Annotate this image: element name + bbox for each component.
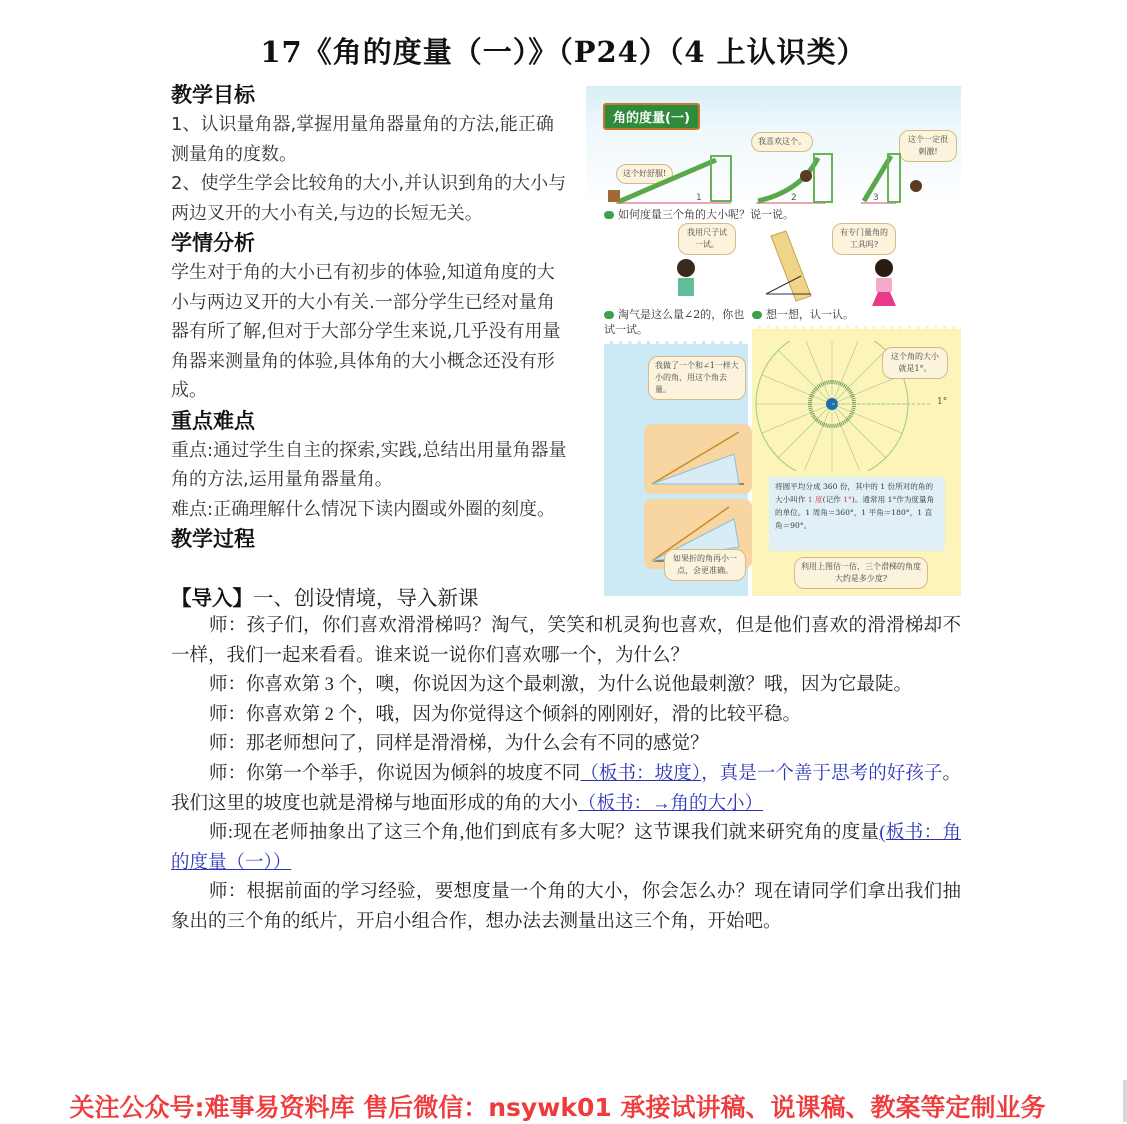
intro-bracket: 【导入】 bbox=[171, 586, 253, 610]
textbook-title: 角的度量(一) bbox=[603, 103, 700, 130]
intro-heading bbox=[171, 583, 479, 613]
green-bullet-icon bbox=[604, 311, 614, 319]
textbook-illustration bbox=[586, 86, 961, 596]
boy-figure-icon bbox=[666, 258, 706, 303]
question-3 bbox=[752, 307, 854, 322]
slide-label-1: 1 bbox=[696, 193, 702, 203]
bubble-made-angle: 我做了一个和∠1一样大小的角，用这个角去量。 bbox=[648, 356, 746, 400]
left-column bbox=[171, 80, 571, 554]
difficulty-text: 难点:正确理解什么情况下读内圈或外圈的刻度。 bbox=[171, 498, 556, 520]
goal-item-1: 1、认识量角器,掌握用量角器量角的方法,能正确测量角的度数。 bbox=[171, 114, 554, 165]
slides-drawing bbox=[586, 146, 961, 206]
bubble-fold-smaller: 如果折的角再小一点，会更准确。 bbox=[664, 549, 746, 581]
fold-angle-panel bbox=[604, 341, 748, 596]
process-paragraph: 师：孩子们，你们喜欢滑滑梯吗？淘气，笑笑和机灵狗也喜欢，但是他们喜欢的滑滑梯却不一样，我们一起来看看。谁来说一说你们喜欢哪一个，为什么？ bbox=[171, 616, 961, 666]
document-title: 17《角的度量（一）》（P24）（4 上认识类） bbox=[260, 35, 867, 69]
green-bullet-icon bbox=[752, 311, 762, 319]
question-text: 如何度量三个角的大小呢？说一说。 bbox=[618, 208, 794, 221]
board-note-slope: （板书：坡度） bbox=[580, 763, 702, 784]
paragraph-text: 师：你第一个举手，你说因为倾斜的坡度不同 bbox=[209, 763, 581, 784]
board-note-title: (板书：角的度量（一）） bbox=[171, 823, 961, 873]
degree-definition-note bbox=[769, 477, 945, 551]
girl-figure-icon bbox=[864, 258, 904, 308]
bubble-estimate: 利用上图估一估，三个滑梯的角度大约是多少度? bbox=[794, 557, 928, 589]
page-edge-divider bbox=[1123, 1080, 1127, 1122]
process-paragraph: 师：那老师想问了，同样是滑滑梯，为什么会有不同的感觉？ bbox=[209, 734, 709, 755]
process-heading: 教学过程 bbox=[171, 527, 255, 551]
process-paragraph bbox=[171, 819, 961, 878]
question-1 bbox=[604, 207, 794, 222]
ruler-icon bbox=[756, 226, 836, 306]
bubble-exciting: 这个一定很刺激! bbox=[899, 130, 957, 162]
note-text: )。通常用 1°作为度量角的单位。1 周角＝360°，1 平角＝180°，1 直角＝90°。 bbox=[775, 495, 935, 530]
analysis-heading: 学情分析 bbox=[171, 231, 255, 255]
note-text: 将圆平均分成 360 份，其中的 1 份所对的角的大小叫作 bbox=[775, 482, 934, 504]
board-note-angle-size: （板书：→角的大小） bbox=[578, 793, 764, 814]
key-points-heading: 重点难点 bbox=[171, 408, 255, 433]
process-paragraph: 师：根据前面的学习经验，要想度量一个角的大小，你会怎么办？现在请同学们拿出我们抽象出的三个角的纸片，开启小组合作，想办法去测量出这三个角，开始吧。 bbox=[171, 882, 961, 932]
question-text: 想一想，认一认。 bbox=[766, 308, 854, 321]
note-text: (记作 bbox=[822, 495, 844, 504]
analysis-text: 学生对于角的大小已有初步的体验,知道角度的大小与两边叉开的大小有关.一部分学生已经对量角器有所了解,但对于大部分学生来说,几乎没有用量角器来测量角的体验,具体角的大小概念还没有形成。 bbox=[171, 262, 561, 401]
bubble-like-this: 我喜欢这个。 bbox=[751, 132, 813, 152]
degree-circle-panel bbox=[752, 326, 961, 596]
question-2 bbox=[604, 307, 754, 337]
bubble-comfortable: 这个好舒服! bbox=[616, 164, 673, 184]
paragraph-text: 师:现在老师抽象出了这三个角,他们到底有多大呢？这节课我们就来研究角的度量 bbox=[209, 823, 880, 844]
note-highlight: 1 度 bbox=[807, 495, 823, 504]
process-paragraph: 师：你喜欢第 2 个，哦，因为你觉得这个倾斜的刚刚好，滑的比较平稳。 bbox=[209, 704, 802, 725]
promo-footer: 关注公众号:难事易资料库 售后微信：nsywk01 承接试讲稿、说课稿、教案等定制业务 bbox=[69, 1093, 1046, 1122]
note-highlight: 1° bbox=[843, 495, 852, 504]
slide-label-3: 3 bbox=[873, 193, 879, 203]
process-body bbox=[171, 612, 961, 938]
process-paragraph bbox=[171, 760, 961, 819]
slide-label-2: 2 bbox=[791, 193, 797, 203]
goals-heading: 教学目标 bbox=[171, 83, 255, 107]
question-text: 淘气是这么量∠2的，你也试一试。 bbox=[604, 308, 745, 336]
fold-angle-box-1 bbox=[644, 424, 752, 494]
key-point-text: 重点:通过学生自主的探索,实践,总结出用量角器量角的方法,运用量角器量角。 bbox=[171, 439, 567, 490]
goal-item-2: 2、使学生学会比较角的大小,并认识到角的大小与两边叉开的大小有关,与边的长短无关。 bbox=[171, 173, 567, 224]
process-paragraph: 师：你喜欢第 3 个，噢，你说因为这个最刺激，为什么说他最刺激？哦，因为它最陡。 bbox=[209, 675, 913, 696]
bubble-one-degree: 这个角的大小就是1°。 bbox=[882, 347, 948, 379]
intro-title: 一、创设情境，导入新课 bbox=[253, 586, 479, 610]
paragraph-text: 。我们这里的坡度也就是滑梯与地面形成的角的大小 bbox=[171, 763, 961, 814]
praise-text: ，真是一个善于思考的好孩子 bbox=[701, 763, 943, 784]
bubble-tool: 有专门量角的工具吗? bbox=[832, 223, 896, 255]
bubble-ruler: 我用尺子试一试。 bbox=[678, 223, 736, 255]
one-degree-label: 1° bbox=[937, 397, 948, 407]
green-bullet-icon bbox=[604, 211, 614, 219]
